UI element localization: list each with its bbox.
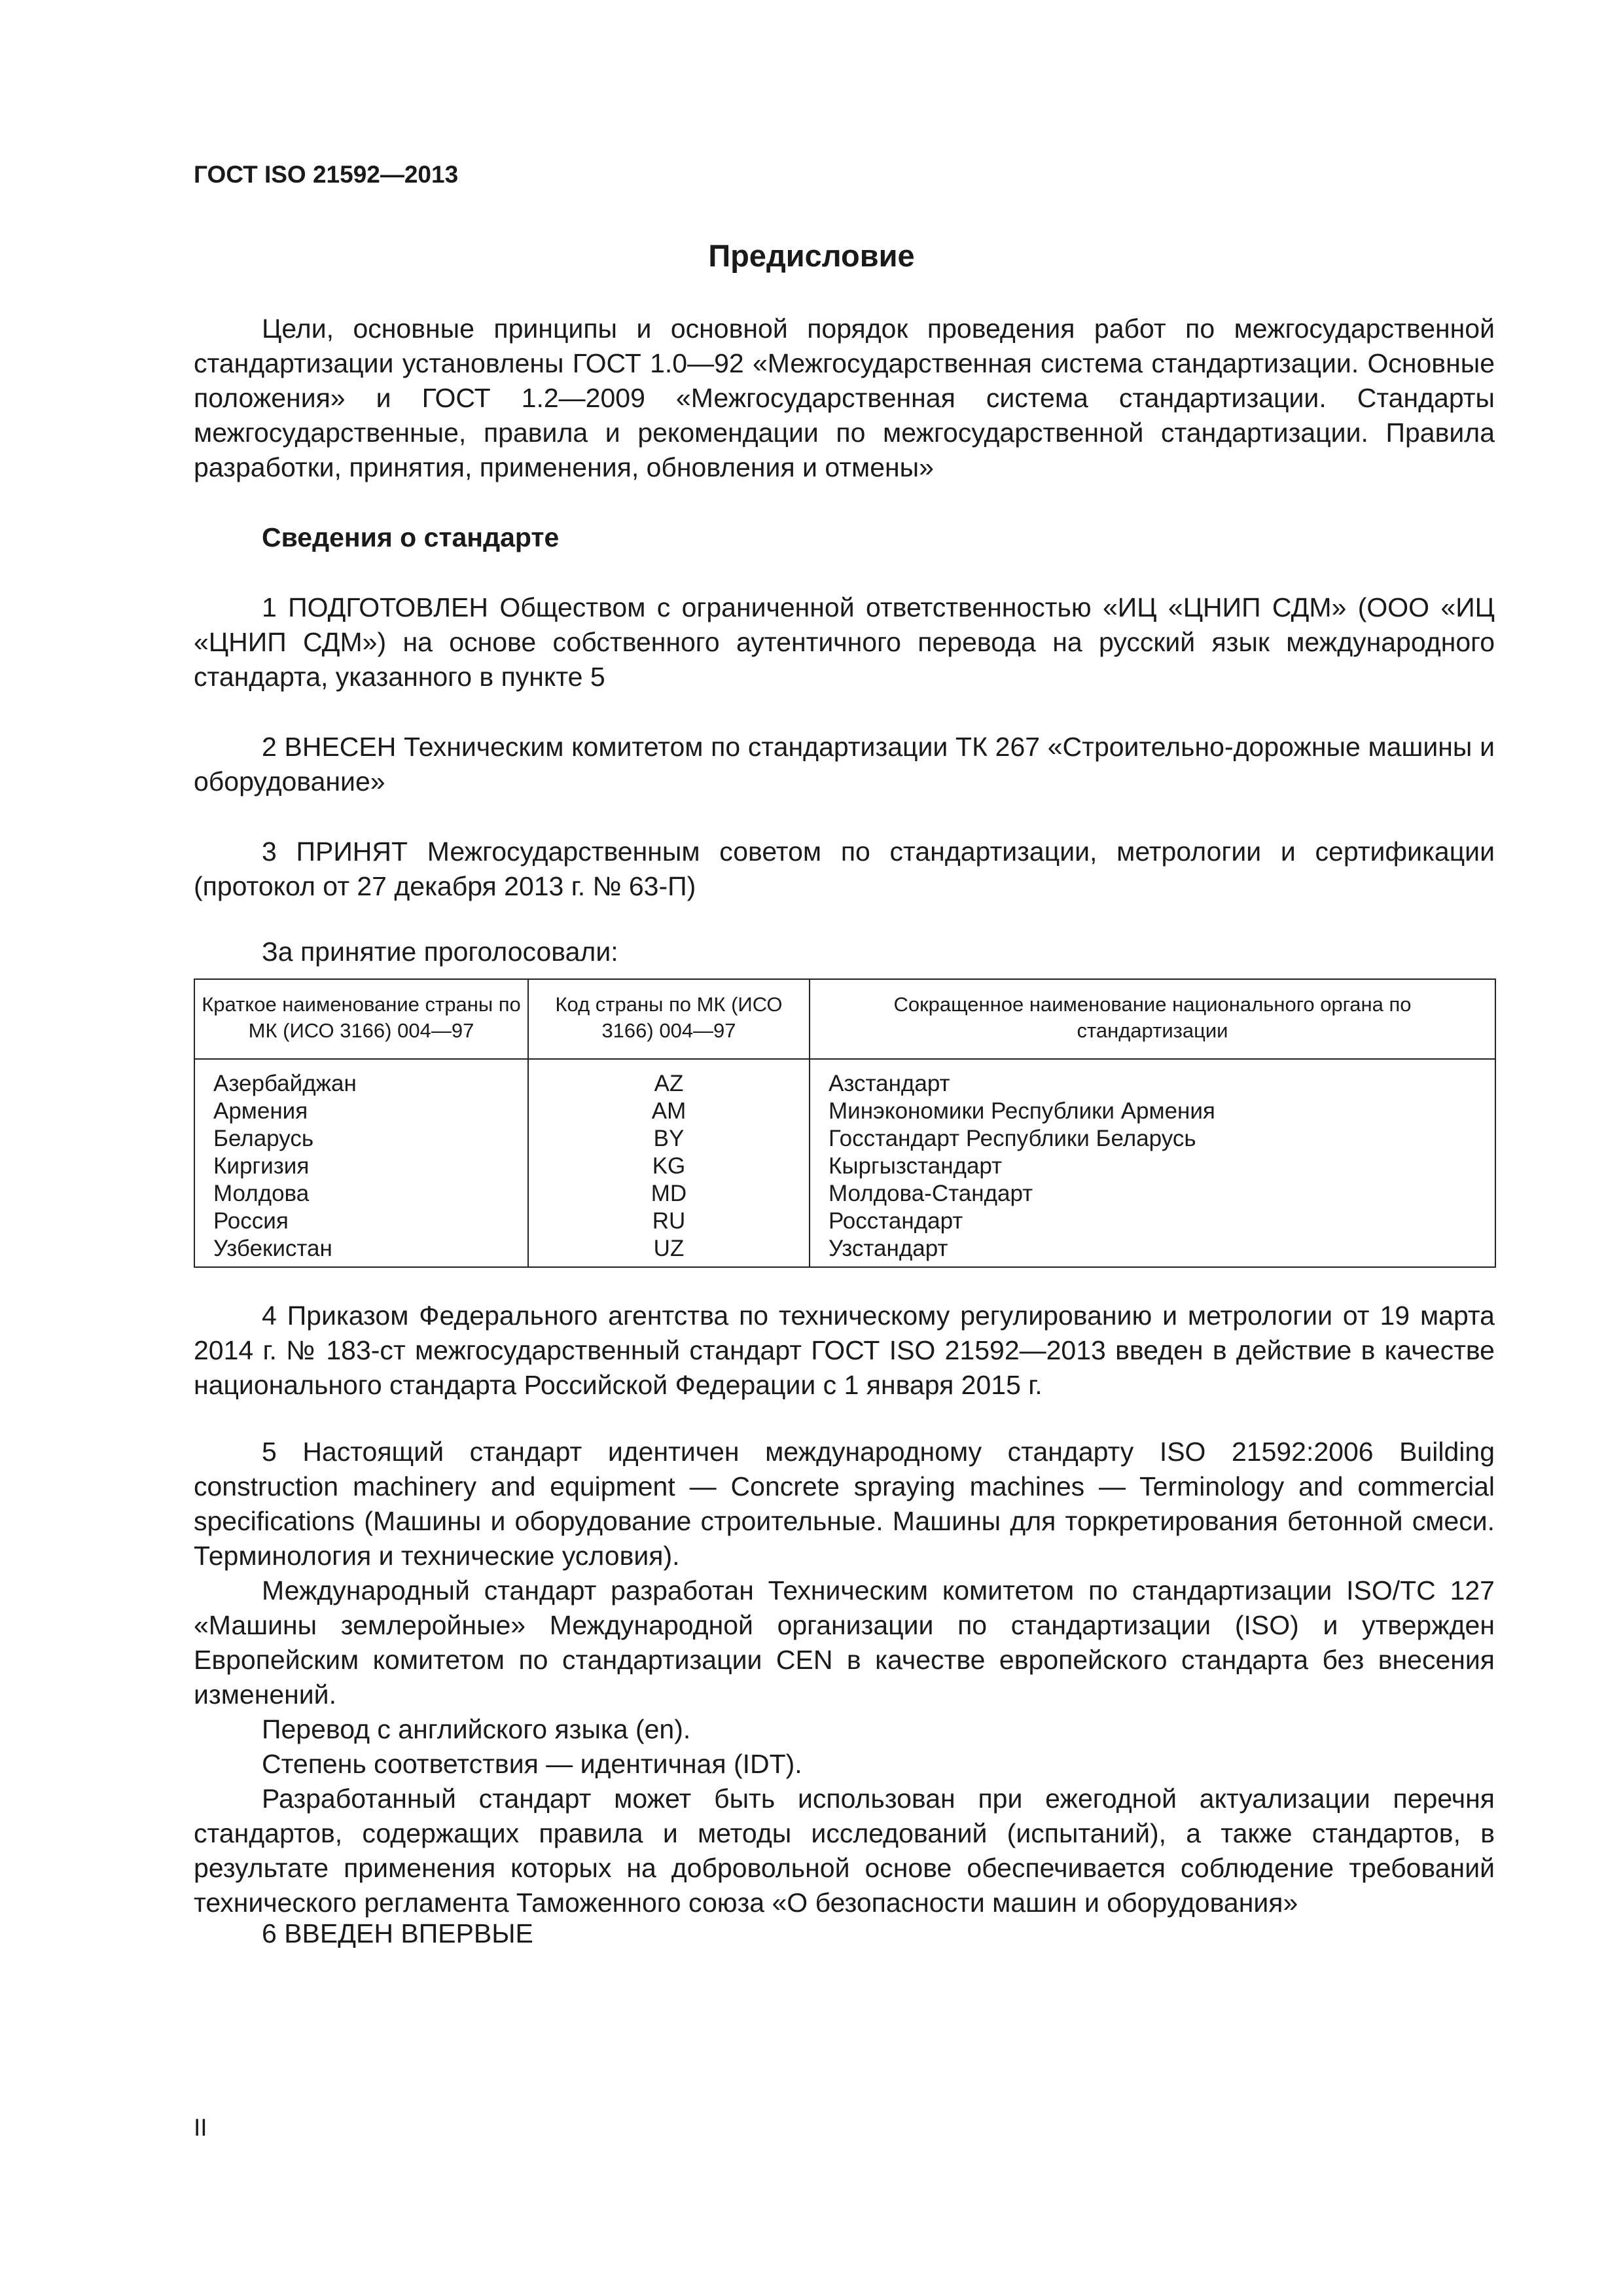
country-cell: Узбекистан <box>194 1235 528 1267</box>
item-5-conformity-note: Степень соответствия — идентичная (IDT). <box>262 1749 802 1779</box>
item-2-block <box>194 730 1495 799</box>
item-2-paragraph: 2 ВНЕСЕН Техническим комитетом по стандартизации ТК 267 «Строительно-дорожные машины и оборудование» <box>194 732 1495 797</box>
country-cell: Азербайджан <box>194 1059 528 1098</box>
code-cell: RU <box>528 1208 810 1235</box>
body-cell: Кыргызстандарт <box>810 1153 1495 1180</box>
country-cell: Россия <box>194 1208 528 1235</box>
section-heading: Сведения о стандарте <box>262 522 560 552</box>
country-cell: Армения <box>194 1098 528 1125</box>
item-3-paragraph: 3 ПРИНЯТ Межгосударственным советом по стандартизации, метрологии и сертификации (протокол от 27 декабря 2013 г. № 63-П) <box>194 836 1495 901</box>
table-row <box>194 1098 1495 1125</box>
table-row <box>194 1125 1495 1153</box>
page-title: Предисловие <box>708 238 915 273</box>
table-row <box>194 1180 1495 1208</box>
table-row <box>194 1208 1495 1235</box>
table-row <box>194 1153 1495 1180</box>
code-cell: AM <box>528 1098 810 1125</box>
code-cell: UZ <box>528 1235 810 1267</box>
intro-block <box>194 312 1495 485</box>
intro-paragraph: Цели, основные принципы и основной порядок проведения работ по межгосударственной стандартизации установлены ГОСТ 1.0—92 «Межгосударственная система стандартизации. Основные положения» и ГОСТ 1.2—2009 «Межгосударственная система стандартизации. Стандарты межгосударственные, правила и рекомендации по межгосударственной стандартизации. Правила разработки, принятия, применения, обновления и отмены» <box>194 314 1495 482</box>
table-header-body: Сокращенное наименование национального органа по стандартизации <box>810 979 1495 1059</box>
item-5-paragraph: 5 Настоящий стандарт идентичен международному стандарту ISO 21592:2006 Building construction machinery and equipment — Concrete spraying machines — Terminology and commercial specifications (Машины и оборудование строительные. Машины для торкретирования бетонной смеси. Терминология и технические условия). <box>194 1437 1495 1571</box>
item-5-translation-note: Перевод с английского языка (en). <box>262 1714 691 1744</box>
country-cell: Беларусь <box>194 1125 528 1153</box>
vote-intro: За принятие проголосовали: <box>262 937 618 967</box>
country-cell: Киргизия <box>194 1153 528 1180</box>
info-heading-block <box>194 520 1495 555</box>
code-cell: BY <box>528 1125 810 1153</box>
table-row <box>194 1235 1495 1267</box>
item-1-block <box>194 590 1495 694</box>
item-6-paragraph: 6 ВВЕДЕН ВПЕРВЫЕ <box>262 1918 533 1948</box>
item-5-block <box>194 1435 1495 1920</box>
code-cell: KG <box>528 1153 810 1180</box>
item-4-block <box>194 1299 1495 1403</box>
body-cell: Молдова-Стандарт <box>810 1180 1495 1208</box>
item-5-paragraph-5: Разработанный стандарт может быть использован при ежегодной актуализации перечня стандартов, содержащих правила и методы исследований (испытаний), а также стандартов, в результате применения которых на добровольной основе обеспечивается соблюдение требований технического регламента Таможенного союза «О безопасности машин и оборудования» <box>194 1784 1495 1918</box>
item-1-paragraph: 1 ПОДГОТОВЛЕН Обществом с ограниченной ответственностью «ИЦ «ЦНИП СДМ» (ООО «ИЦ «ЦНИП СДМ») на основе собственного аутентичного перевода на русский язык международного стандарта, указанного в пункте 5 <box>194 592 1495 692</box>
vote-intro-block <box>194 935 1495 969</box>
item-6-block <box>194 1916 1495 1951</box>
code-cell: MD <box>528 1180 810 1208</box>
item-4-paragraph: 4 Приказом Федерального агентства по техническому регулированию и метрологии от 19 марта 2014 г. № 183-ст межгосударственный стандарт ГОСТ ISO 21592—2013 введен в действие в качестве национального стандарта Российской Федерации с 1 января 2015 г. <box>194 1300 1495 1400</box>
body-cell: Росстандарт <box>810 1208 1495 1235</box>
body-cell: Азстандарт <box>810 1059 1495 1098</box>
table-header-row <box>194 979 1495 1059</box>
voting-table <box>194 978 1496 1268</box>
page-number: II <box>194 2114 207 2141</box>
item-5-paragraph-2: Международный стандарт разработан Техническим комитетом по стандартизации ISO/TC 127 «Машины землеройные» Международной организации по стандартизации (ISO) и утвержден Европейским комитетом по стандартизации CEN в качестве европейского стандарта без внесения изменений. <box>194 1575 1495 1710</box>
table-row <box>194 1059 1495 1098</box>
document-code: ГОСТ ISO 21592—2013 <box>194 161 459 188</box>
table-header-country: Краткое наименование страны по МК (ИСО 3166) 004—97 <box>194 979 528 1059</box>
item-3-block <box>194 834 1495 904</box>
country-cell: Молдова <box>194 1180 528 1208</box>
code-cell: AZ <box>528 1059 810 1098</box>
table-header-code: Код страны по МК (ИСО 3166) 004—97 <box>528 979 810 1059</box>
body-cell: Узстандарт <box>810 1235 1495 1267</box>
body-cell: Госстандарт Республики Беларусь <box>810 1125 1495 1153</box>
body-cell: Минэкономики Республики Армения <box>810 1098 1495 1125</box>
